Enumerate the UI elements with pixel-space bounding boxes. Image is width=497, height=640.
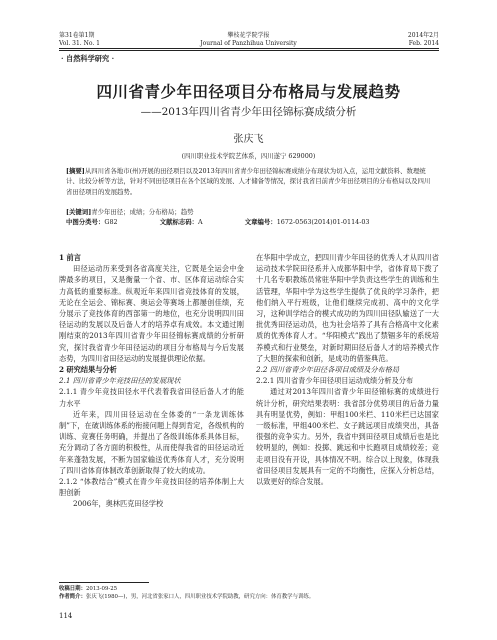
subsubsection-heading: 2.1.1 青少年竞技田径水平代表着我省田径后备人才的能力水平 (59, 387, 244, 408)
left-column (59, 252, 244, 578)
author-info: 张庆飞(1980—)，男，河北省张家口人，四川职业技术学院助教，研究方向：体育教学与训练。 (85, 594, 315, 600)
footnote-author (59, 593, 439, 601)
doc-code-label: 文献标志码： (159, 218, 199, 226)
header-volume-en: Vol. 31. No. 1 (59, 40, 100, 47)
author-name: 张庆飞 (233, 134, 264, 145)
header-journal: 攀枝花学院学报 (227, 32, 270, 39)
body-paragraph: 在华阳中学成立，把四川青少年田径的优秀人才从四川省运动技术学院田径系并入成都华阳中学，省体育局下拨了十几名专职教练员常驻华阳中学负责这些学生的训练和生活管理，华阳中学为这些学生提供了优良的学习条件，把他们纳入平行班级，让他们继续完成初、高中的文化学习，这种训学结合的模式成功的为四川田径队输送了一大批优秀田径运动员，也为社会培养了具有合格高中文化素质的优秀体育人才。“华阳模式”践出了禁锢多年的系统培养模式和行业樊垒，对新时期田径后备人才的培养模式作了大胆的探索和创新，是成功的借鉴典范。 (256, 253, 439, 363)
footnote-rule (59, 582, 149, 583)
keywords (66, 207, 434, 217)
clc-value: G82 (104, 218, 118, 226)
header-rule-thin (59, 50, 439, 51)
abstract (66, 166, 434, 197)
affiliation: (四川职业技术学院艺体系，四川遂宁 629000) (181, 152, 316, 160)
section-heading: 2 研究结果与分析 (59, 365, 117, 375)
keywords-label: [关键词] (66, 208, 92, 216)
subsubsection-heading: 2.2.1 四川省青少年田径项目运动成绩分析及分布 (256, 376, 414, 386)
header-date: 2014年2月 (407, 32, 439, 39)
header-date-en: Feb. 2014 (408, 40, 439, 47)
page-number: 114 (59, 612, 73, 620)
header-journal-en: Journal of Panzhihua University (200, 40, 297, 47)
section-tag: · 自然科学研究 · (61, 54, 115, 63)
clc-label: 中图分类号： (66, 218, 105, 226)
keywords-text: 青少年田径；成绩；分布格局；趋势 (91, 208, 194, 216)
abstract-label: [摘要] (66, 167, 85, 175)
author-info-label: 作者简介： (59, 594, 86, 600)
body-paragraph: 近年来，四川田径运动在全体委的“一条龙训练体制”下，在破训练体系的衔接问题上得到肯定，各级机构的训练、竞赛任务明确，并提出了各级训练体系具体目标，充分调动了各方面的积极性，从而使得我省的田径运动近年来蓬勃发展，不断为国家输送优秀体育人才，充分说明了四川省体育体制改革创新取得了较大的成功。 (59, 409, 244, 475)
paper-title: 四川省青少年田径项目分布格局与发展趋势 (96, 82, 401, 101)
abstract-text: 从四川省各地市(州)开展的田径项目以及2013年四川省青少年田径锦标赛成绩分布现状为切入点，运用文献资料、数理统计、比较分析等方法，针对不同田径项目在各个区域的发展、人才储备等情况，探讨我省目前青少年田径项目的分布格局以及四川省田径项目的发展趋势。 (66, 167, 431, 196)
subsection-heading: 2.1 四川省青少年竞技田径的发展现状 (59, 376, 181, 386)
paper-subtitle: ——2013年四川省青少年田径锦标赛成绩分析 (140, 106, 357, 118)
body-paragraph: 田径运动历来受到各省高度关注，它既是全运会中金牌最多的项目，又是衡量一个省、市、区体育运动综合实力高低的重要标准。纵观近年来四川省竞技体育的发展，无论在全运会、锦标赛、奥运会等赛场上都屡创佳绩，充分展示了竞技体育的西部第一的地位，也充分说明四川田径运动的发展以及后备人才的培养卓有成效。本文通过刚刚结束的2013年四川省青少年田径锦标赛成绩的分析研究，探讨我省青少年田径运动的项目分布格局与今后发展态势，为四川省田径运动的发展提供理论依据。 (59, 264, 244, 363)
subsection-heading: 2.2 四川省青少年田径各项目成绩及分布格局 (256, 365, 400, 375)
header-rule (59, 48, 439, 49)
article-id-value: 1672-0563(2014)01-0114-03 (276, 218, 370, 226)
received-label: 收稿日期： (59, 586, 86, 592)
body-paragraph: 通过对2013年四川省青少年田径锦标赛的成绩进行统计分析，研究结果表明：我省部分优势项目的后备力量具有明显优势，例如：甲组100米栏、110米栏已达国家一级标准，甲组400米栏、女子跳远项目成绩突出，具备很强的竞争实力。另外，我省中到田径项目成绩后也是比较明显的，例如：投掷、跳远和中长跑项目成绩较差；竞走项目没有开设，具体情况不明。综合以上现象，体现我省田径项目发展具有一定的不均衡性，应探入分析总结，以致更好的综合发展。 (256, 387, 439, 487)
body-paragraph: 2006年，奥林匹克田径学校 (73, 499, 164, 509)
received-date: 2013-09-25 (85, 586, 118, 592)
header-volume: 第31卷第1期 (59, 32, 95, 39)
article-id-label: 文章编号： (244, 218, 277, 226)
section-heading: 1 前言 (59, 253, 81, 262)
right-column (256, 252, 439, 578)
footnote-received (59, 585, 439, 593)
doc-code-value: A (198, 218, 203, 226)
classification-line (66, 217, 434, 227)
subsubsection-heading: 2.1.2 “体教结合”模式在青少年竞技田径的培养体制上大胆创新 (59, 477, 244, 498)
